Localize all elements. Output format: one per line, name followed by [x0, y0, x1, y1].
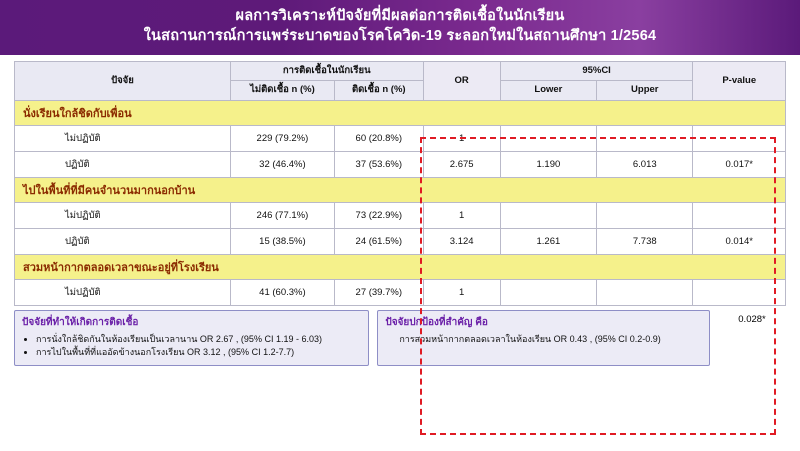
table-head-row-1: [15, 62, 786, 81]
row-label: ไม่ปฏิบัติ: [15, 125, 231, 151]
cell-infected: 27 (39.7%): [334, 279, 423, 305]
cell-upper: [597, 202, 693, 228]
cell-lower: [500, 202, 596, 228]
header-line-1: ผลการวิเคราะห์ปัจจัยที่มีผลต่อการติดเชื้อในนักเรียน: [235, 8, 565, 24]
table-head: [15, 62, 786, 101]
footer-notes: [0, 306, 800, 372]
th-infected: ติดเชื้อ n (%): [334, 81, 423, 100]
th-infection-group: การติดเชื้อในนักเรียน: [230, 62, 423, 81]
table-body: [15, 100, 786, 305]
list-item: • การไปในพื้นที่ที่แออัดข้างนอกโรงเรียน OR 3.12 , (95% CI 1.2-7.7): [36, 346, 361, 360]
cell-infected: 60 (20.8%): [334, 125, 423, 151]
th-or: OR: [423, 62, 500, 101]
th-pvalue: P-value: [693, 62, 786, 101]
cell-not-infected: 229 (79.2%): [230, 125, 334, 151]
risk-factors-box: [14, 310, 369, 366]
table-row: [15, 279, 786, 305]
cell-not-infected: 15 (38.5%): [230, 228, 334, 254]
th-not-infected: ไม่ติดเชื้อ n (%): [230, 81, 334, 100]
table-row: [15, 151, 786, 177]
table-row: [15, 125, 786, 151]
cell-lower: 1.261: [500, 228, 596, 254]
cell-or: 1: [423, 279, 500, 305]
cell-upper: 7.738: [597, 228, 693, 254]
row-label: ไม่ปฏิบัติ: [15, 279, 231, 305]
cell-or: 3.124: [423, 228, 500, 254]
cell-or: 1: [423, 202, 500, 228]
risk-factors-list: [22, 333, 361, 360]
cell-pvalue: [693, 125, 786, 151]
protective-factors-box: [377, 310, 710, 366]
th-factor: ปัจจัย: [15, 62, 231, 101]
th-lower: Lower: [500, 81, 596, 100]
trailing-pvalue: 0.028*: [738, 313, 766, 325]
cell-infected: 24 (61.5%): [334, 228, 423, 254]
section-row: [15, 100, 786, 125]
cell-upper: [597, 125, 693, 151]
protective-factors-title: ปัจจัยปกป้องที่สำคัญ คือ: [385, 316, 488, 328]
cell-or: 1: [423, 125, 500, 151]
row-label: ปฏิบัติ: [15, 228, 231, 254]
protective-factors-text: การสวมหน้ากากตลอดเวลาในห้องเรียน OR 0.43 , (95% CI 0.2-0.9): [399, 333, 661, 344]
row-label: ปฏิบัติ: [15, 151, 231, 177]
slide-header: [0, 0, 800, 55]
section-row: [15, 177, 786, 202]
section-title: นั่งเรียนใกล้ชิดกับเพื่อน: [15, 100, 786, 125]
cell-pvalue: [693, 279, 786, 305]
results-table: [14, 61, 786, 306]
cell-not-infected: 41 (60.3%): [230, 279, 334, 305]
row-label: ไม่ปฏิบัติ: [15, 202, 231, 228]
section-row: [15, 254, 786, 279]
cell-pvalue: 0.017*: [693, 151, 786, 177]
table-container: [0, 55, 800, 306]
cell-infected: 73 (22.9%): [334, 202, 423, 228]
th-upper: Upper: [597, 81, 693, 100]
cell-pvalue: 0.014*: [693, 228, 786, 254]
cell-lower: 1.190: [500, 151, 596, 177]
cell-lower: [500, 125, 596, 151]
th-ci-group: 95%CI: [500, 62, 693, 81]
cell-upper: [597, 279, 693, 305]
table-row: [15, 228, 786, 254]
cell-upper: 6.013: [597, 151, 693, 177]
cell-or: 2.675: [423, 151, 500, 177]
risk-factors-title: ปัจจัยที่ทำให้เกิดการติดเชื้อ: [22, 316, 139, 328]
table-row: [15, 202, 786, 228]
cell-lower: [500, 279, 596, 305]
cell-not-infected: 32 (46.4%): [230, 151, 334, 177]
cell-pvalue: [693, 202, 786, 228]
list-item: • การนั่งใกล้ชิดกันในห้องเรียนเป็นเวลานาน OR 2.67 , (95% CI 1.19 - 6.03): [36, 333, 361, 347]
section-title: ไปในพื้นที่ที่มีคนจำนวนมากนอกบ้าน: [15, 177, 786, 202]
cell-infected: 37 (53.6%): [334, 151, 423, 177]
header-line-2: ในสถานการณ์การแพร่ระบาดของโรคโควิด-19 ระลอกใหม่ในสถานศึกษา 1/2564: [143, 27, 657, 44]
cell-not-infected: 246 (77.1%): [230, 202, 334, 228]
section-title: สวมหน้ากากตลอดเวลาขณะอยู่ที่โรงเรียน: [15, 254, 786, 279]
